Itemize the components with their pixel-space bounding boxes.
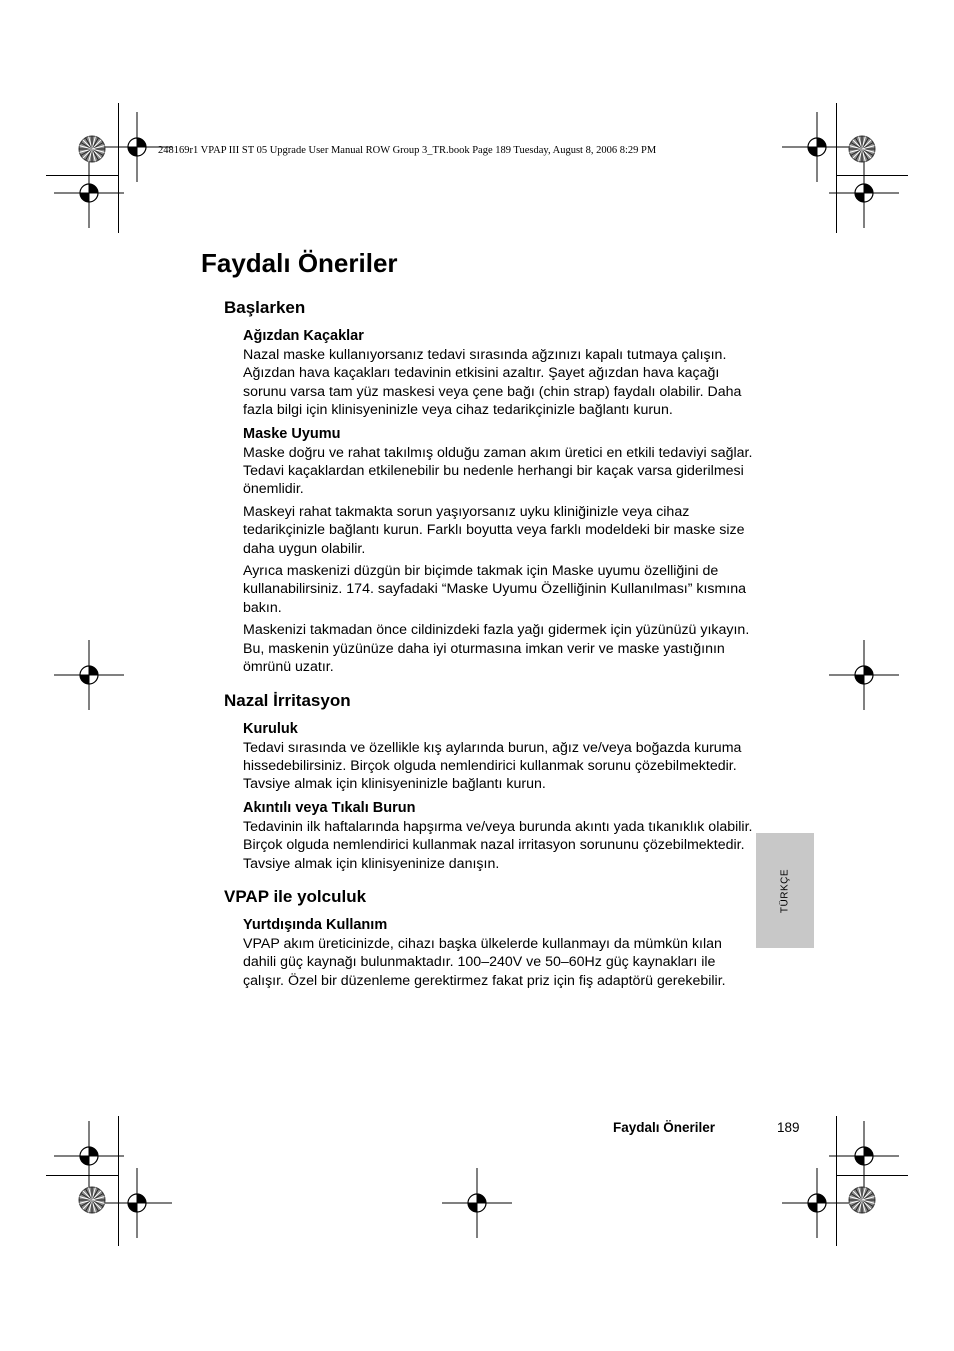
subsection-heading-maske-uyumu: Maske Uyumu [243, 425, 341, 442]
crop-line [118, 103, 119, 233]
color-target-icon [848, 1186, 876, 1214]
paragraph: Tedavinin ilk haftalarında hapşırma ve/veya burunda akıntı yada tıkanıklık olabilir. Birçok olguda nemlendirici kullanmak nazal irritasyon sorununu çözebilmektedir. Tavsiye almak için klinisyeninize danışın. [243, 818, 753, 872]
paragraph: Nazal maske kullanıyorsanız tedavi sırasında ağzınızı kapalı tutmaya çalışın. Ağızdan hava kaçakları tedavinin etkisini azaltır. Şayet ağızdan hava kaçağı sorunu varsa tam yüz maskesi veya çene bağı (chin strap) faydalı olabilir. Daha fazla bilgi için klinisyeninizle veya cihaz tedarikçinizle bağlantı kurun. [243, 347, 742, 419]
subsection-heading-akintili-burun: Akıntılı veya Tıkalı Burun [243, 799, 416, 816]
language-tab-label: TÜRKÇE [779, 868, 791, 913]
crop-line [836, 103, 837, 233]
subsection-heading-agizdan-kacaklar: Ağızdan Kaçaklar [243, 328, 364, 344]
crop-line [46, 1175, 118, 1176]
crop-line [836, 1116, 837, 1246]
paragraph: VPAP akım üreticinizde, cihazı başka ülkelerde kullanmayı da mümkün kılan dahili güç kaynağı bulunmaktadır. 100–240V ve 50–60Hz güç kaynakları ile çalışır. Özel bir düzenleme gerektirmez fakat priz için fiş adaptörü gerekebilir. [243, 935, 726, 989]
paragraph: Maske doğru ve rahat takılmış olduğu zaman akım üretici en etkili tedaviyi sağlar. Tedavi kaçaklardan etkilenebilir bu nedenle herhangi bir kaçak varsa giderilmesi önemlidir. [243, 444, 753, 498]
registration-mark [829, 158, 899, 228]
registration-mark [442, 1168, 512, 1238]
paragraph: Ayrıca maskenizi düzgün bir biçimde takmak için Maske uyumu özelliğini de kullanabilirsiniz. 174. sayfadaki “Maske Uyumu Özelliğinin Kullanılması” kısmına bakın. [243, 563, 747, 616]
paragraph: Maskenizi takmadan önce cildinizdeki fazla yağı gidermek için yüzünüzü yıkayın. Bu, maskenin yüzünüze daha iyi oturmasına imkan verir ve maske yastığının ömrünü uzatır. [243, 622, 750, 676]
paragraph: Tedavi sırasında ve özellikle kış aylarında burun, ağız ve/veya boğazda kuruma hissedebilirsiniz. Birçok olguda nemlendirici kullanmak sorunu çözebilmektedir. Tavsiye almak için klinisyeninizle bağlantı kurun. [243, 739, 742, 793]
page-number: 189 [777, 1120, 800, 1135]
footer-title: Faydalı Öneriler [613, 1120, 716, 1135]
subsection-heading-kuruluk: Kuruluk [243, 720, 298, 737]
color-target-icon [848, 135, 876, 163]
crop-line [118, 1116, 119, 1246]
subsection-heading-yurtdisinda-kullanim: Yurtdışında Kullanım [243, 916, 388, 933]
registration-mark [54, 158, 124, 228]
section-heading-vpap-yolculuk: VPAP ile yolculuk [224, 886, 367, 906]
registration-mark [829, 640, 899, 710]
registration-mark [782, 1168, 852, 1238]
section-heading-baslarken: Başlarken [224, 298, 306, 317]
page-title: Faydalı Öneriler [201, 248, 398, 278]
color-target-icon [78, 1186, 106, 1214]
main-content [224, 296, 755, 990]
print-header-note: 248169r1 VPAP III ST 05 Upgrade User Manual ROW Group 3_TR.book Page 189 Tuesday, August 8, 2006 8:29 PM [158, 145, 657, 156]
crop-line [46, 175, 118, 176]
registration-mark [102, 1168, 172, 1238]
language-side-tab [756, 833, 814, 948]
paragraph: Maskeyi rahat takmakta sorun yaşıyorsanız uyku kliniğinizle veya cihaz tedarikçinizle bağlantı kurun. Farklı boyutta veya farklı modeldeki bir maske size daha uygun olabilir. [243, 503, 745, 557]
crop-line [836, 175, 908, 176]
color-target-icon [78, 135, 106, 163]
registration-mark [54, 640, 124, 710]
crop-line [836, 1175, 908, 1176]
section-heading-nazal-irritasyon: Nazal İrritasyon [224, 690, 351, 710]
